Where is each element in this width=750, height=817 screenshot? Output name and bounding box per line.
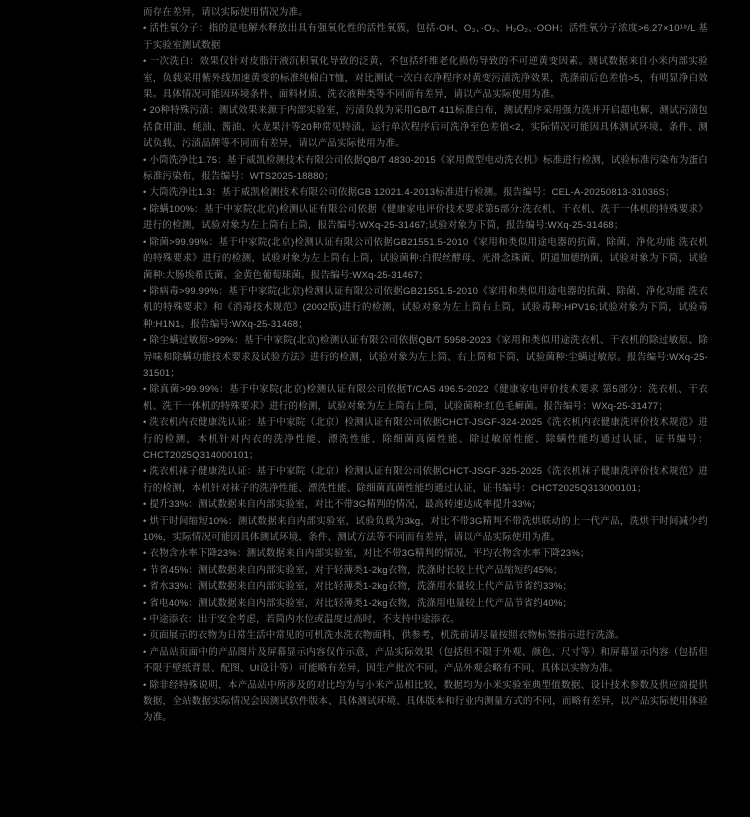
disclaimer-line-small-drum-wash-ratio: • 小筒洗净比1.75：基于威凯检测技术有限公司依据QB/T 4830-2015《家用微型电动洗衣机》标准进行检测，试验标准污染布为蛋白标准污染布，报告编号：WTS2025-18880； [143, 154, 708, 183]
disclaimer-line-fungus-removal: • 除真菌>99.99%：基于中家院(北京)检测认证有限公司依据T/CAS 496.5-2022《健康家电评价技术要求 第5部分：洗衣机、干衣机、洗干一体机的特殊要求》进行的检测，试验对象为左上筒右上筒，试验菌种:红色毛癣菌。报告编号：WXq-25-31477； [143, 384, 708, 412]
disclaimer-line-add-clothes-midway: • 中途添衣：出于安全考虑，若筒内水位或温度过高时，不支持中途添衣。 [143, 614, 460, 626]
disclaimer-line-dust-mite-allergen: • 除尘螨过敏原>99%：基于中家院(北京)检测认证有限公司依据QB/T 5958-2023《家用和类似用途洗衣机、干衣机的除过敏原、除异味和除螨功能技术要求及试验方法》进行的检测，试验对象为左上筒、右上筒和下筒，试验菌种:尘螨过敏原。报告编号:WXq-25-31501； [143, 335, 708, 379]
disclaimer-line-mite-removal: • 除螨100%：基于中家院(北京)检测认证有限公司依据《健康家电评价技术要求第5部分:洗衣机、干衣机、洗干一体机的特殊要求》进行的检测，试验对象为左上筒右上筒，报告编号:WXq-25-31467;试验对象为下筒，报告编号:WXq-25-31468； [143, 203, 708, 232]
disclaimer-line-20-special-stains: • 20种特殊污渍：测试效果来源于内部实验室，污渍负载为采用GB/T 411标准白布，测试程序采用强力洗并开启超电解，测试污渍包括食用油、蚝油、酱油、火龙果汁等20种常见特渍，运行单次程序后可洗净至色差值<2，实际情况可能因具体测试环境、条件、测试负载、污渍品牌等不同而有差异，请以产品实际使用为准。 [143, 105, 708, 150]
disclaimer-line-power-save-40: • 省电40%：测试数据来自内部实验室，对比轻薄类1-2kg衣物，洗涤用电量较上代产品节省约40%； [143, 597, 573, 609]
disclaimer-line-large-drum-wash-ratio: • 大筒洗净比1.3：基于威凯检测技术有限公司依据GB 12021.4-2013标准进行检测。报告编号：CEL-A-20250813-31036S； [143, 187, 675, 199]
disclaimer-line-speed-boost-33: • 提升33%：测试数据来自内部实验室，对比不带3G精判的情况，最高转速达成率提升33%； [143, 499, 542, 511]
disclaimer-line-sock-wash-cert: • 洗衣机袜子健康洗认证：基于中家院（北京）检测认证有限公司依据CHCT-JSGF-325-2025《洗衣机袜子健康洗评价技术规范》进行的检测，本机针对袜子的洗净性能、漂洗性能、除细菌真菌性能均通过认证，证书编号：CHCT2025Q313000101； [143, 466, 708, 494]
disclaimer-line-underwear-wash-cert: • 洗衣机内衣健康洗认证：基于中家院（北京）检测认证有限公司依据CHCT-JSGF-324-2025《洗衣机内衣健康洗评价技术规范》进行的检测，本机针对内衣的洗净性能、漂洗性能、除细菌真菌性能、除过敏原性能、除螨性能均通过认证，证书编号：CHCT2025Q314000101； [143, 417, 708, 461]
disclaimer-line-save-45: • 节省45%：测试数据来自内部实验室，对于轻薄类1-2kg衣物，洗涤时长较上代产品缩短约45%； [143, 564, 563, 576]
disclaimer-line-displayed-clothes: • 页面展示的衣物为日常生活中常见的可机洗水洗衣物面料，供参考，机洗前请尽量按照衣物标签指示进行洗涤。 [143, 630, 625, 642]
disclaimer-line-one-wash-whitening: • 一次洗白：效果仅针对皮脂汗液沉积氧化导致的泛黄，不包括纤维老化损伤导致的不可逆黄变因素。测试数据来自小米内部实验室，负载采用紫外线加速黄变的标准纯棉白T恤，对比测试一次白衣净程序对黄变污渍洗净效果，洗涤前后色差值>5，有明显净白效果。具体情况可能因环境条件、面料材质、洗衣液种类等不同而有差异，请以产品实际使用为准。 [143, 56, 708, 101]
disclaimer-line-product-images-notice: • 产品站页面中的产品图片及屏幕显示内容仅作示意，产品实际效果（包括但不限于外观、颜色、尺寸等）和屏幕显示内容（包括但不限于壁纸背景、配图、UI设计等）可能略有差异，因生产批次不同，产品外观会略有不同，具体以实物为准。 [143, 646, 708, 675]
disclaimer-line-comparison-notice: • 除非经特殊说明，本产品站中所涉及的对比均为与小米产品相比较，数据均为小米实验室典型值数据、设计技术参数及供应商提供数据，全站数据实际情况会因测试软件版本、具体测试环境、具体版本和行业内测量方式的不同，而略有差异，以产品实际使用体验为准。 [143, 679, 708, 724]
disclaimer-line-active-oxygen: • 活性氧分子：指的是电解水释放出具有强氧化性的活性氧簇，包括·OH、O₃、·O₂、H₂O₂、·OOH；活性氧分子浓度>6.27×10¹⁸/L 基于实验室测试数据 [143, 23, 708, 51]
disclaimer-line-bacteria-removal: • 除菌>99.99%：基于中家院(北京)检测认证有限公司依据GB21551.5-2010《家用和类似用途电器的抗菌、除菌、净化功能 洗衣机的特殊要求》进行的检测，试验对象为左上筒右上筒，试验菌种:白假丝酵母、光滑念珠菌、阴道加德纳菌，试验对象为下筒，试验菌种:大肠埃希氏菌、金黄色葡萄球菌。报告编号:WXq-25-31467； [143, 236, 708, 281]
disclaimer-line-moisture-drop-23: • 衣物含水率下降23%：测试数据来自内部实验室，对比不带3G精判的情况，平均衣物含水率下降23%； [143, 548, 590, 560]
disclaimer-line-drying-time-10: • 烘干时间缩短10%：测试数据来自内部实验室，试验负载为3kg，对比不带3G精判不带洗烘联动的上一代产品，洗烘干时间减少约10%，实际情况可能因具体测试环境、条件、测试方法等不同而有差异，请以产品实际使用为准。 [143, 515, 708, 543]
disclaimer-line-water-save-33: • 省水33%：测试数据来自内部实验室，对比轻薄类1-2kg衣物，洗涤用水量较上代产品节省约33%； [143, 581, 573, 593]
disclaimer-line-continuation: 而存在差异，请以实际使用情况为准。 [143, 7, 308, 18]
disclaimer-line-virus-removal: • 除病毒>99.99%：基于中家院(北京)检测认证有限公司依据GB21551.5-2010《家用和类似用途电器的抗菌、除菌、净化功能 洗衣机的特殊要求》和《消毒技术规范》(2002版)进行的检测，试验对象为左上筒右上筒，试验毒种:HPV16;试验对象为下筒，试验毒种:H1N1。报告编号:WXq-25-31468； [143, 285, 708, 330]
